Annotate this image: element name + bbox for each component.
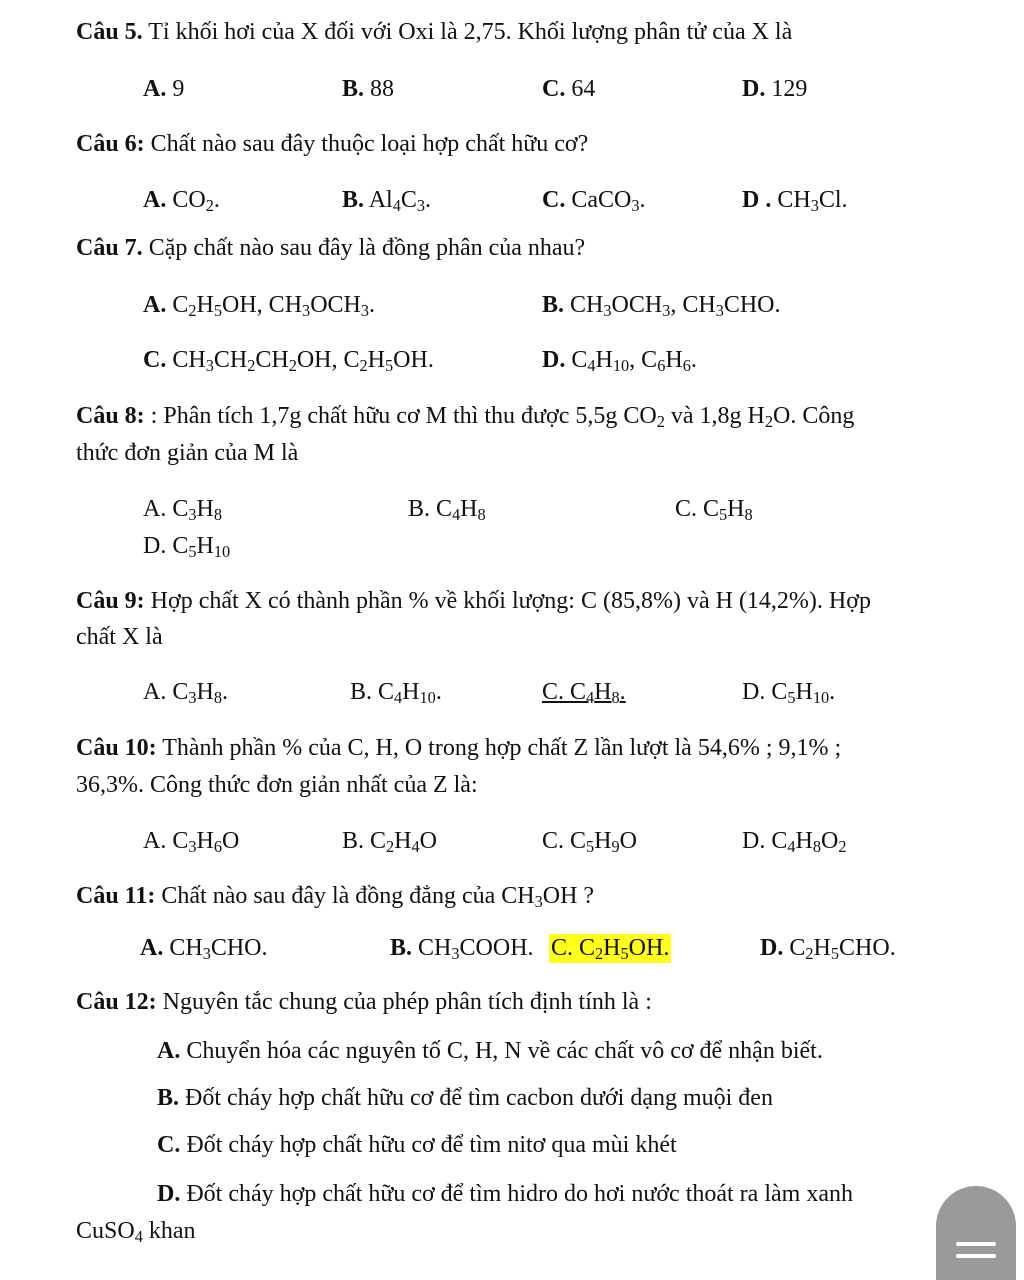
question-text: Chất nào sau đây thuộc loại hợp chất hữu cơ? — [144, 131, 589, 157]
q8-option-a: A. $C_3H_8$ — [143, 496, 222, 525]
q9-option-b: B. $C_4H_{10}$. — [350, 679, 442, 708]
question-text: Thành phần % của C, H, O trong hợp chất Z lần lượt là 54,6% ; 9,1% ; — [156, 735, 842, 761]
question-8-stem — [76, 402, 854, 431]
question-number: Câu 6: — [76, 131, 145, 157]
question-6-stem — [76, 130, 588, 159]
question-number: Câu 11: — [76, 883, 156, 909]
question-8-stem-cont: thức đơn giản của M là — [76, 440, 299, 466]
q12-option-c: C. Đốt cháy hợp chất hữu cơ để tìm nitơ qua mùi khét — [157, 1132, 677, 1158]
q9-option-d: D. $C_5H_{10}$. — [742, 679, 836, 708]
q12-option-d: D. Đốt cháy hợp chất hữu cơ để tìm hidro do hơi nước thoát ra làm xanh — [157, 1181, 853, 1207]
question-text: : Phân tích 1,7g chất hữu cơ M thì thu được 5,5g $CO_2$ và 1,8g $H_2O$. Công — [144, 403, 855, 432]
question-number: Câu 8: — [76, 403, 145, 429]
q7-option-c: C. $CH_3CH_2CH_2OH$, $C_2H_5OH$. — [143, 347, 434, 376]
q5-option-d: D. 129 — [742, 76, 808, 102]
question-10-stem-cont: 36,3%. Công thức đơn giản nhất của Z là: — [76, 772, 478, 798]
question-7-stem — [76, 234, 585, 263]
q11-option-b: B. $CH_3COOH$. — [390, 935, 534, 964]
q11-option-c-highlighted: C. $C_2H_5OH$. — [551, 935, 670, 964]
q8-option-b: B. $C_4H_8$ — [408, 496, 486, 525]
menu-icon — [956, 1242, 996, 1246]
q7-option-d: D. $C_4H_{10}$, $C_6H_6$. — [542, 347, 697, 376]
q5-option-c: C. 64 — [542, 76, 596, 102]
question-number: Câu 10: — [76, 735, 157, 761]
q7-option-a: A. $C_2H_5OH$, $CH_3OCH_3$. — [143, 292, 376, 321]
q12-option-a: A. Chuyển hóa các nguyên tố C, H, N về các chất vô cơ để nhận biết. — [157, 1038, 823, 1064]
q6-option-a: A. $CO_2$. — [143, 187, 220, 216]
q5-option-a: A. 9 — [143, 76, 185, 102]
q10-option-d: D. $C_4H_8O_2$ — [742, 828, 847, 857]
q9-option-a: A. $C_3H_8$. — [143, 679, 228, 708]
question-text: Tỉ khối hơi của X đối với Oxi là 2,75. Khối lượng phân tử của X là — [142, 19, 793, 45]
q5-option-b: B. 88 — [342, 76, 395, 102]
question-number: Câu 7. — [76, 235, 143, 261]
q7-option-b: B. $CH_3OCH_3$, $CH_3CHO$. — [542, 292, 781, 321]
q9-option-c: C. $C_4H_8$. — [542, 679, 626, 708]
question-text: Hợp chất X có thành phần % về khối lượng: C (85,8%) và H (14,2%). Hợp — [144, 588, 871, 614]
q10-option-a: A. $C_3H_6O$ — [143, 828, 240, 857]
q6-option-b: B. $Al_4C_3$. — [342, 187, 432, 216]
question-number: Câu 5. — [76, 19, 143, 45]
q8-option-c: C. $C_5H_8$ — [675, 496, 753, 525]
question-number: Câu 9: — [76, 588, 145, 614]
q10-option-b: B. $C_2H_4O$ — [342, 828, 438, 857]
scroll-menu-button[interactable] — [936, 1186, 1016, 1280]
question-text: Chất nào sau đây là đồng đẳng của $CH_3OH$ ? — [155, 883, 595, 912]
q12-option-b: B. Đốt cháy hợp chất hữu cơ để tìm cacbon dưới dạng muội đen — [157, 1085, 773, 1111]
q6-option-d: D . $CH_3Cl$. — [742, 187, 848, 216]
q8-option-d: D. $C_5H_{10}$ — [143, 533, 231, 562]
question-11-stem — [76, 882, 594, 911]
question-text: Cặp chất nào sau đây là đồng phân của nhau? — [142, 235, 586, 261]
q6-option-c: C. CaCO$_3$. — [542, 187, 646, 216]
q11-option-d: D. $C_2H_5CHO$. — [760, 935, 896, 964]
menu-icon-bar — [956, 1254, 996, 1258]
question-number: Câu 12: — [76, 989, 157, 1015]
q11-option-a: A. $CH_3CHO$. — [140, 935, 268, 964]
question-10-stem — [76, 734, 841, 763]
question-9-stem-cont: chất X là — [76, 624, 163, 650]
question-9-stem — [76, 587, 871, 616]
q10-option-c: C. $C_5H_9O$ — [542, 828, 638, 857]
question-5-stem — [76, 18, 792, 47]
question-12-stem — [76, 988, 652, 1017]
q12-option-d-cont: CuSO$_4$ khan — [76, 1218, 196, 1247]
question-text: Nguyên tắc chung của phép phân tích định tính là : — [156, 989, 652, 1015]
